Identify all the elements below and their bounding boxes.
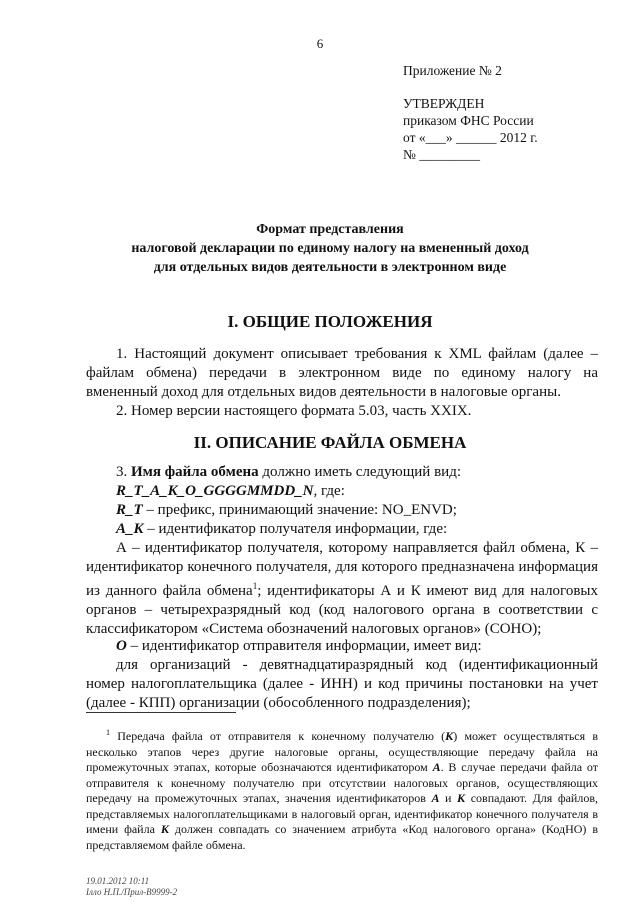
footnote-a2: А [431, 791, 440, 805]
order-number: № _________ [403, 147, 481, 162]
appendix-label: Приложение № 2 [403, 63, 502, 78]
order-date: от «___» ______ 2012 г. [403, 130, 538, 145]
approved-label: УТВЕРЖДЕН [403, 96, 485, 111]
footnote-text-b: ) может осуществляться в несколько этапов через другие налоговые органы, осуществляющие передачу файла на промежуточных этапах, которые обозначаются идентификатором [86, 729, 598, 774]
title-line-1: Формат представления [256, 222, 404, 237]
footnote-k1: К [445, 729, 454, 743]
document-title [60, 220, 600, 277]
ak-code: A_K [116, 521, 144, 537]
p3-number: 3. [116, 464, 131, 480]
p3-rest: должно иметь следующий вид: [258, 464, 461, 480]
title-line-3: для отдельных видов деятельности в электронном виде [153, 260, 507, 275]
paragraph-3 [86, 463, 598, 482]
footnote-text-a: Передача файла от отправителя к конечному получателю ( [110, 729, 446, 743]
rt-definition [86, 501, 598, 520]
footnote-a1: А [432, 760, 441, 774]
ak-text: – идентификатор получателя информации, где: [143, 521, 448, 537]
org-paragraph: для организаций - девятнадцатиразрядный код (идентификационный номер налогоплательщика (далее - ИНН) и код причины постановки на учет (далее - КПП) организации (обособленного подразделения); [86, 657, 598, 711]
page-number: 6 [316, 36, 324, 51]
paragraph-1: 1. Настоящий документ описывает требования к XML файлам (далее – файлам обмена) передачи в электронном виде по единому налогу на вмененный доход для отдельных видов деятельности в налоговые органы. [86, 346, 598, 400]
o-text: – идентификатор отправителя информации, имеет вид: [126, 638, 482, 654]
footnote [86, 725, 598, 853]
title-line-2: налоговой декларации по единому налогу на вмененный доход [131, 241, 529, 256]
footer-date: 19.01.2012 10:11 [86, 876, 150, 886]
a-k-text: А – идентификатор получателя, которому направляется файл обмена, К – идентификатор конечного получателя, для которого предназначена информация из данного файла обмена [86, 540, 598, 599]
paragraph-2: 2. Номер версии настоящего формата 5.03, часть XXIX. [116, 403, 472, 419]
o-code: O [116, 638, 127, 654]
pattern-code: R_T_A_K_O_GGGGMMDD_N [116, 483, 314, 499]
order-label: приказом ФНС России [403, 113, 534, 128]
o-definition [86, 637, 598, 656]
footnote-ref: 1 [252, 581, 258, 591]
footnote-divider [86, 712, 236, 713]
footnote-text-d: и [439, 791, 457, 805]
footer-path: Ілло Н.П./Прил-В9999-2 [86, 887, 178, 897]
rt-code: R_T [116, 502, 143, 518]
section-1-heading: I. ОБЩИЕ ПОЛОЖЕНИЯ [227, 312, 433, 331]
a-k-paragraph [86, 539, 598, 639]
pattern-tail: , где: [313, 483, 345, 499]
ak-definition [86, 520, 598, 539]
section-2-heading: II. ОПИСАНИЕ ФАЙЛА ОБМЕНА [193, 433, 467, 452]
footnote-mark: 1 [106, 728, 110, 737]
approval-block [403, 62, 538, 163]
footnote-k3: К [160, 822, 169, 836]
footer-stamp [86, 876, 177, 898]
footnote-text-f: должен совпадать со значением атрибута «Код налогового органа» (КодНО) в представляемом файле обмена. [86, 822, 598, 852]
a-k-text-rest: ; идентификаторы А и К имеют вид для налоговых органов – четырехразрядный код (код налогового органа в соответствии с классификатором «Система обозначений налоговых органов» (СОНО); [86, 583, 598, 637]
rt-text: – префикс, принимающий значение: NO_ENVD; [142, 502, 457, 518]
footnote-text-e: совпадают. Для файлов, представляемых налогоплательщиками в налоговый орган, идентификатор конечного получателя в имени файла [86, 791, 599, 836]
footnote-text-c: . В случае передачи файла от отправителя к конечному получателю при отсутствии налоговых органов, осуществляющих передачу на промежуточных этапах, значения идентификаторов [86, 760, 598, 805]
filename-pattern [86, 482, 598, 501]
footnote-k2: К [457, 791, 466, 805]
p3-bold-term: Имя файла обмена [131, 464, 259, 480]
